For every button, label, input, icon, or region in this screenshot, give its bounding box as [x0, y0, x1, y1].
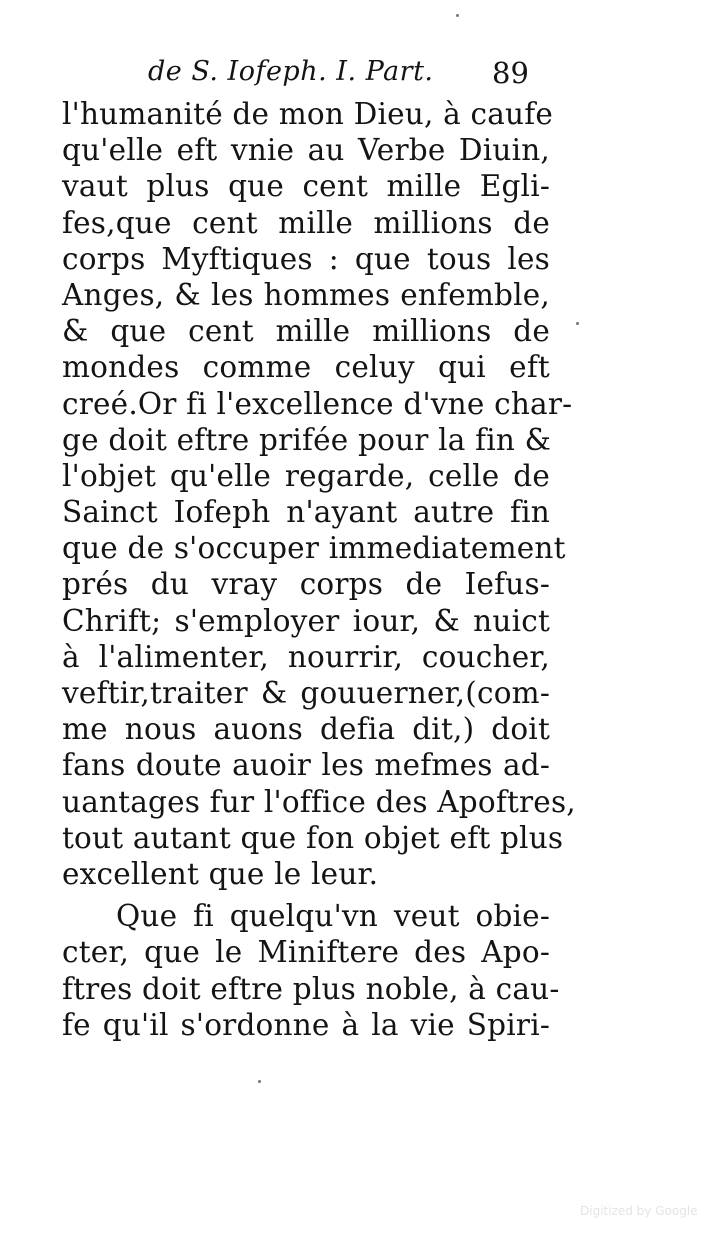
text-line: corps Myftiques : que tous les: [62, 241, 550, 276]
text-line: me nous auons defia dit,) doit: [62, 712, 550, 747]
running-head: de S. Iofeph. I. Part.: [148, 56, 434, 87]
page-number: 89: [492, 56, 529, 90]
text-line: creé.Or fi l'excellence d'vne char-: [62, 386, 573, 421]
text-line: fans doute auoir les mefmes ad-: [62, 748, 550, 783]
text-line: que de s'occuper immediatement: [62, 531, 566, 566]
text-line: cter, que le Miniftere des Apo-: [62, 935, 550, 970]
text-line: Que fi quelqu'vn veut obie-: [116, 899, 550, 934]
text-line: Anges, & les hommes enfemble,: [62, 277, 550, 312]
text-line: & que cent mille millions de: [62, 314, 550, 349]
text-line: prés du vray corps de Iefus-: [62, 567, 550, 602]
text-line: l'humanité de mon Dieu, à caufe: [62, 97, 554, 131]
text-line: ftres doit eftre plus noble, à cau-: [62, 971, 560, 1006]
text-line: ge doit eftre prifée pour la fin &: [62, 422, 552, 457]
text-line: à l'alimenter, nourrir, coucher,: [62, 639, 550, 674]
ink-speck: [456, 14, 459, 17]
ink-speck: [576, 322, 579, 325]
text-line: l'objet qu'elle regarde, celle de: [62, 458, 550, 493]
text-line: Chrift; s'employer iour, & nuict: [62, 603, 550, 638]
ink-speck: [258, 1080, 261, 1083]
page-header: [148, 56, 548, 96]
text-line: mondes comme celuy qui eft: [62, 350, 550, 385]
text-line: excellent que le leur.: [62, 856, 379, 891]
paragraph-1: [62, 96, 576, 892]
watermark: Digitized by Google: [580, 1204, 698, 1218]
text-line: vaut plus que cent mille Egli-: [62, 169, 550, 204]
text-line: fes,que cent mille millions de: [62, 205, 550, 240]
text-line: fe qu'il s'ordonne à la vie Spiri-: [62, 1007, 550, 1042]
text-line: uantages fur l'office des Apoftres,: [62, 784, 576, 819]
body-text: [62, 96, 576, 1043]
text-line: qu'elle eft vnie au Verbe Diuin,: [62, 133, 550, 168]
paragraph-2: [62, 898, 560, 1043]
text-line: Sainct Iofeph n'ayant autre fin: [62, 495, 550, 530]
text-line: tout autant que fon objet eft plus: [62, 820, 564, 855]
text-line: veftir,traiter & gouuerner,(com-: [62, 676, 550, 710]
